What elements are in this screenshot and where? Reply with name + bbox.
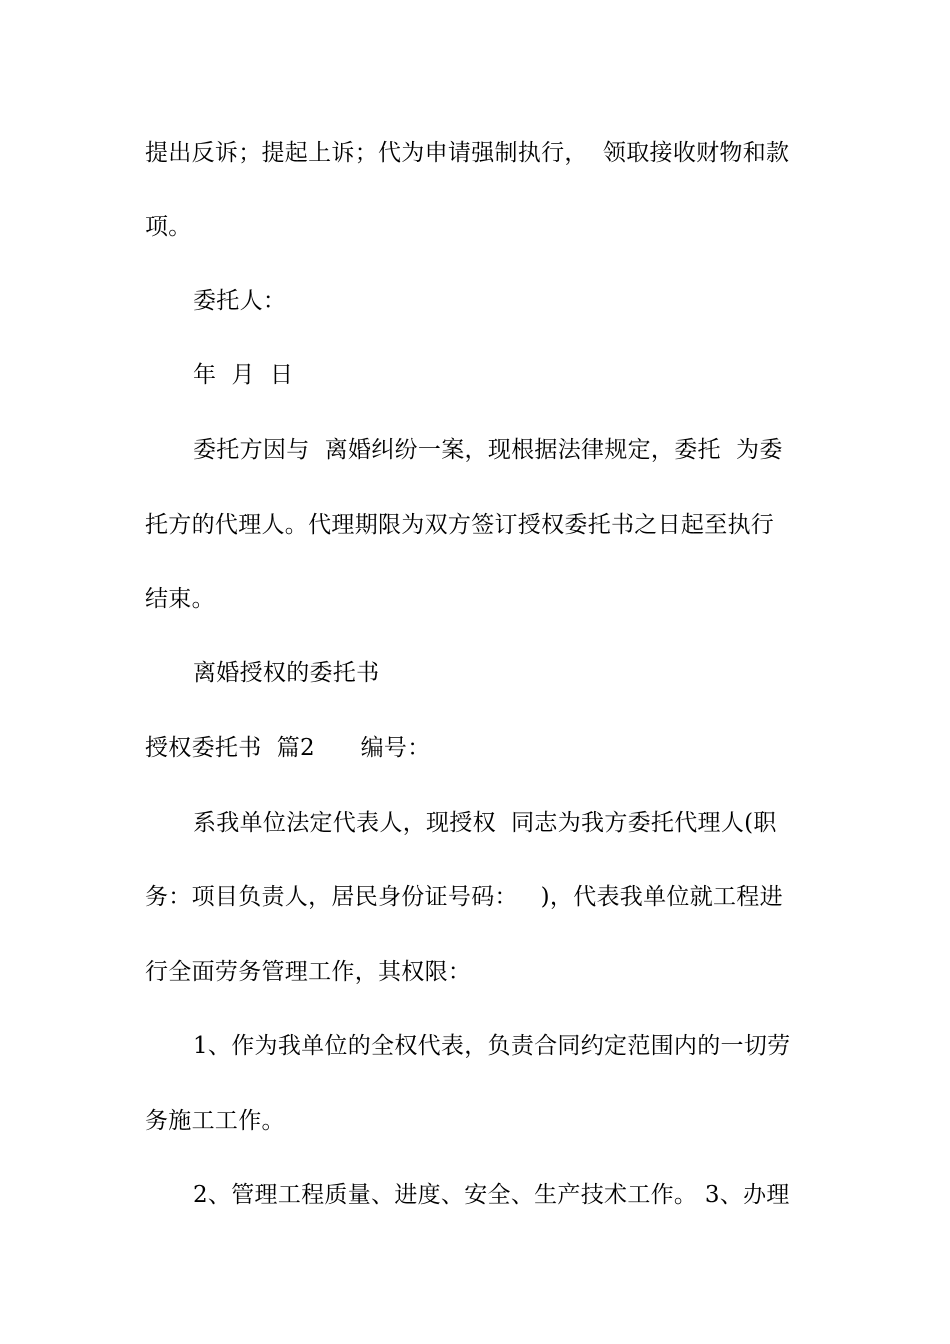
text-line-11: 务：项目负责人，居民身份证号码： )，代表我单位就工程进 xyxy=(145,884,783,910)
text-line-7: 结束。 xyxy=(145,586,215,612)
text-line-15: 2、管理工程质量、进度、安全、生产技术工作。 3、办理 xyxy=(193,1182,790,1208)
text-line-13: 1、作为我单位的全权代表，负责合同约定范围内的一切劳 xyxy=(193,1033,791,1059)
text-line-9: 授权委托书 篇2 编号： xyxy=(145,735,431,761)
text-line-4: 年 月 日 xyxy=(193,362,294,388)
text-line-6: 托方的代理人。代理期限为双方签订授权委托书之日起至执行 xyxy=(145,512,775,538)
text-line-10: 系我单位法定代表人，现授权 同志为我方委托代理人(职 xyxy=(193,810,777,836)
text-line-1: 提出反诉；提起上诉；代为申请强制执行， 领取接收财物和款 xyxy=(145,140,790,166)
text-line-12: 行全面劳务管理工作，其权限： xyxy=(145,959,472,985)
text-line-5: 委托方因与 离婚纠纷一案，现根据法律规定，委托 为委 xyxy=(193,437,783,463)
text-line-3: 委托人： xyxy=(193,288,287,314)
text-line-14: 务施工工作。 xyxy=(145,1108,285,1134)
text-line-8: 离婚授权的委托书 xyxy=(193,660,380,686)
text-line-2: 项。 xyxy=(145,214,192,240)
